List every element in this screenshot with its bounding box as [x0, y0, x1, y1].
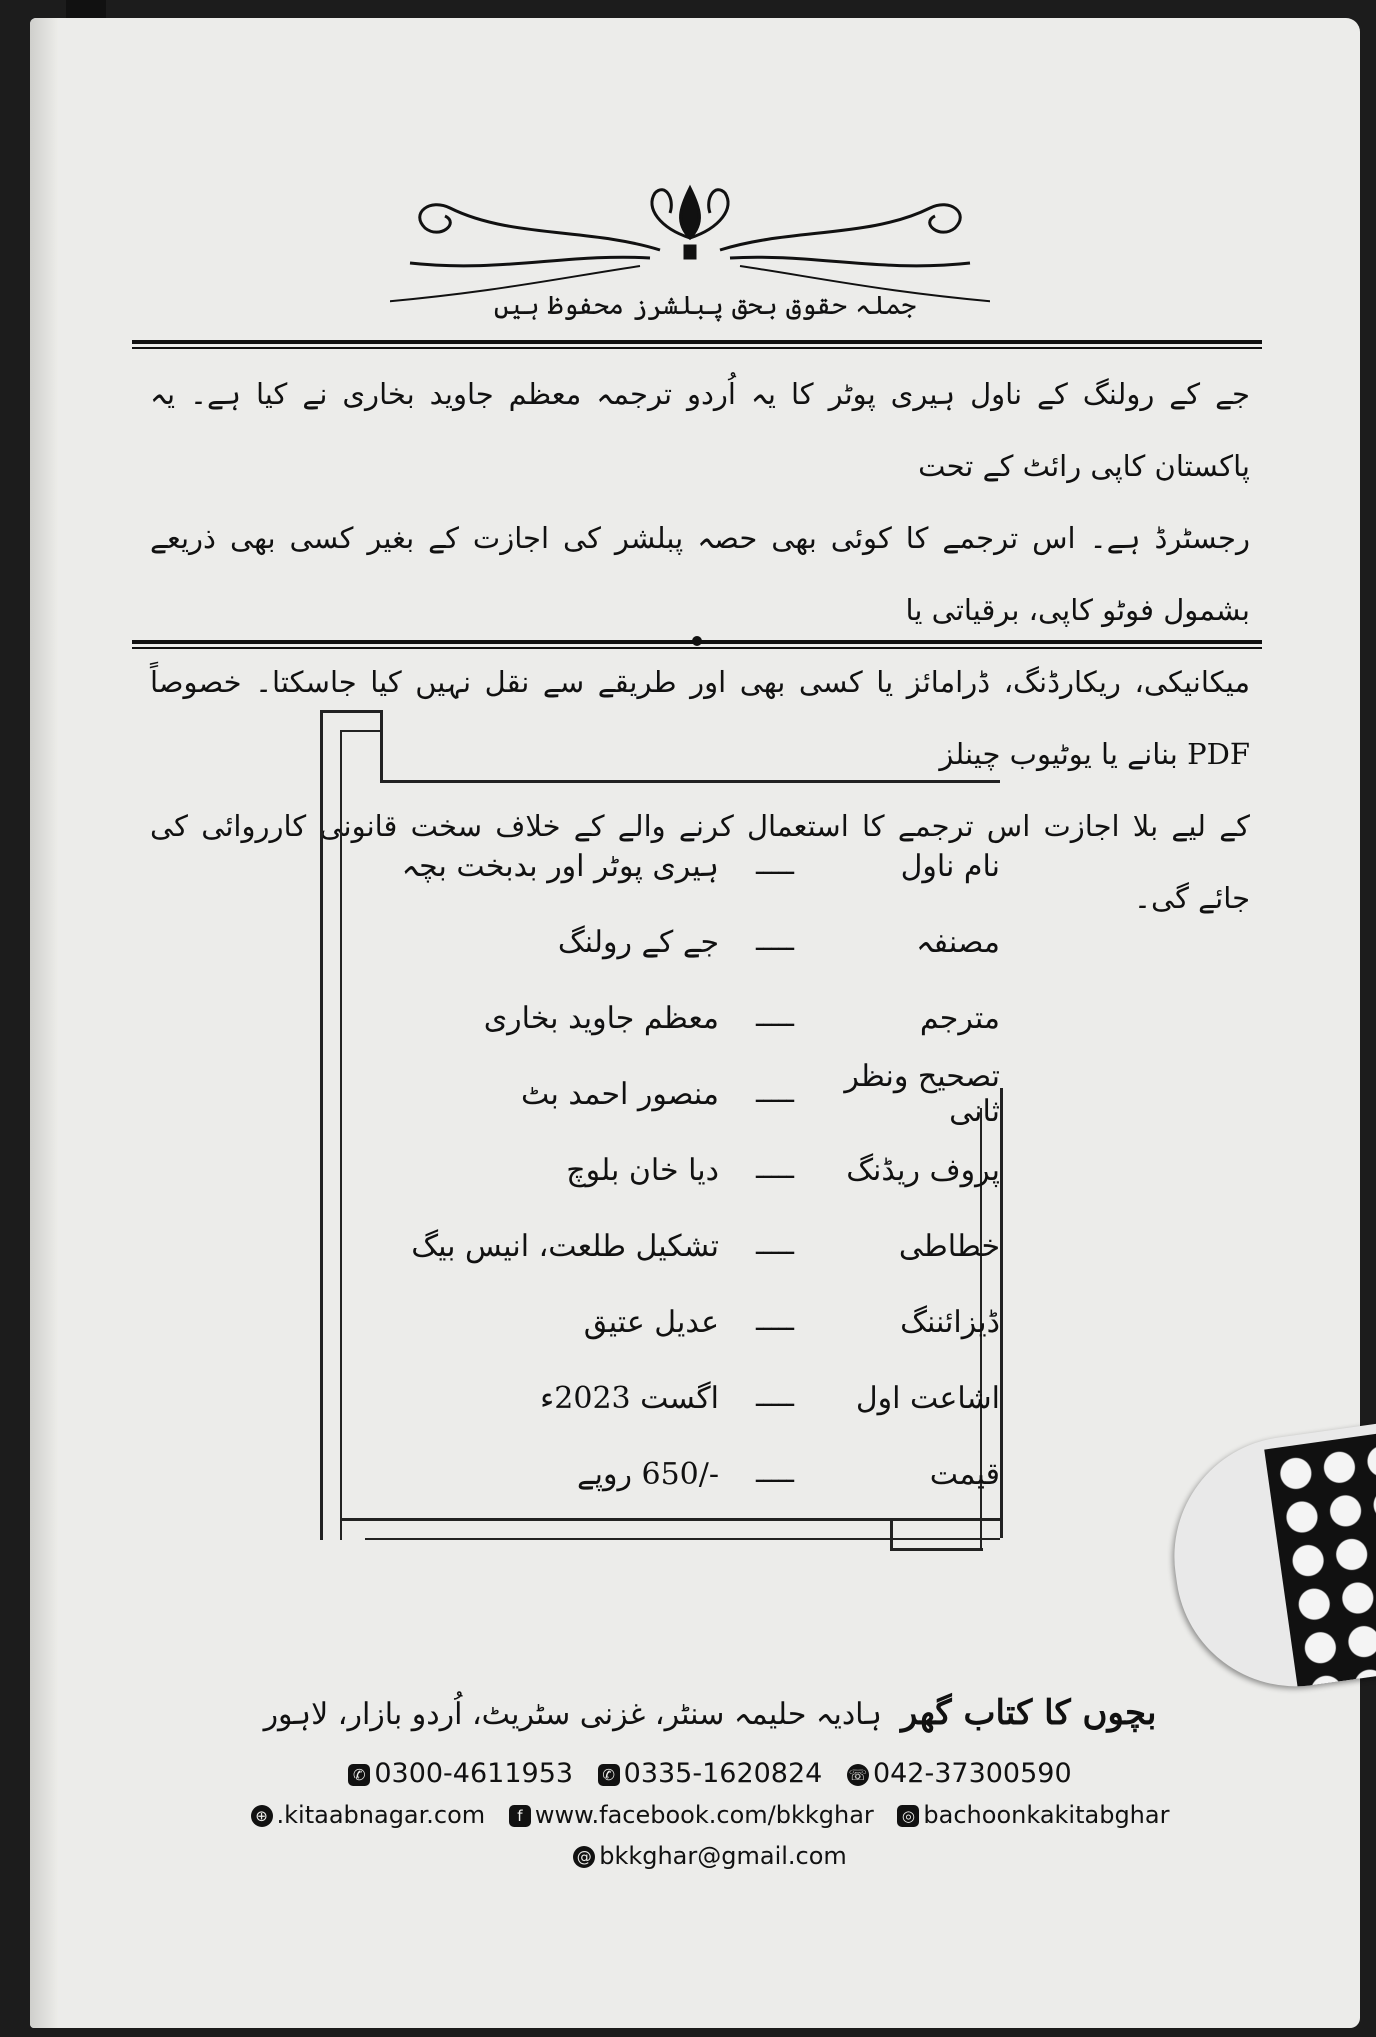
instagram-handle: bachoonkakitabghar	[923, 1801, 1170, 1829]
credit-label: خطاطی	[898, 1228, 1000, 1264]
credit-label: مصنفہ	[916, 924, 1000, 960]
globe-icon: ⊕	[251, 1805, 273, 1827]
credit-row	[380, 904, 1000, 980]
facebook-link: www.facebook.com/bkkghar	[534, 1801, 874, 1829]
credit-label: اشاعت اول	[855, 1380, 1000, 1416]
website-link: .kitaabnagar.com	[276, 1801, 486, 1829]
credit-label: نام ناول	[900, 848, 1000, 884]
frame-line	[380, 710, 386, 780]
email-icon: @	[573, 1846, 595, 1868]
credit-row	[380, 1208, 1000, 1284]
email-row	[130, 1842, 1290, 1870]
email-address: bkkghar@gmail.com	[599, 1842, 847, 1870]
credit-dash: ـــــ	[755, 1459, 795, 1489]
clip-polka-dots	[1264, 1427, 1376, 1687]
credit-value: اگست 2023ء	[540, 1380, 719, 1416]
frame-line	[1000, 1088, 1006, 1538]
credit-value: دیا خان بلوچ	[566, 1152, 719, 1188]
credit-dash: ـــــ	[755, 1307, 795, 1337]
notice-line: میکانیکی، ریکارڈنگ، ڈرامائز یا کسی بھی اور طریقے سے نقل نہیں کیا جاسکتا۔ خصوصاً PDF بنانے یا یوٹیوب چینلز	[150, 665, 1250, 771]
credit-dash: ـــــ	[755, 1003, 795, 1033]
credit-dash: ـــــ	[755, 1383, 795, 1413]
facebook-icon: f	[509, 1805, 531, 1827]
notice-line: کے لیے بلا اجازت اس ترجمے کا استعمال کرنے والے کے خلاف سخت قانونی کارروائی کی جائے گی۔	[150, 809, 1250, 915]
phone-number: 0300-4611953	[374, 1758, 574, 1789]
frame-line	[890, 1548, 983, 1553]
credit-label: مترجم	[919, 1000, 1000, 1036]
credit-row	[380, 1284, 1000, 1360]
publisher-address	[260, 1693, 1160, 1733]
bottom-rule	[132, 640, 1262, 650]
credit-label: تصحیح ونظر ثانی	[844, 1059, 1000, 1129]
frame-line	[320, 710, 326, 1540]
credit-dash: ـــــ	[755, 851, 795, 881]
phone-number: 042-37300590	[872, 1758, 1072, 1789]
page-curl	[30, 18, 58, 2028]
credit-row	[380, 980, 1000, 1056]
credit-dash: ـــــ	[755, 1155, 795, 1185]
copyright-heading: جملہ حقوق بحق پبلشرز محفوظ ہیں	[493, 291, 917, 321]
credit-row	[380, 828, 1000, 904]
frame-line	[380, 780, 1000, 786]
web-row	[130, 1801, 1290, 1829]
credit-dash: ـــــ	[755, 1079, 795, 1109]
frame-line	[890, 1518, 896, 1550]
page-edge-shadow	[66, 0, 106, 20]
fleur-de-lis-ornament-icon	[390, 168, 990, 308]
credit-value: معظم جاوید بخاری	[483, 1000, 719, 1036]
credit-label: پروف ریڈنگ	[846, 1152, 1000, 1188]
publisher-address-text: ہادیہ حلیمہ سنٹر، غزنی سٹریٹ، اُردو بازار، لاہور	[263, 1697, 882, 1732]
instagram-icon: ◎	[897, 1805, 919, 1827]
phone-row	[130, 1758, 1290, 1789]
credit-row	[380, 1360, 1000, 1436]
credit-dash: ـــــ	[755, 1231, 795, 1261]
landline-icon: ☏	[848, 1765, 868, 1784]
phone-icon: ✆	[598, 1764, 620, 1786]
credit-value: تشکیل طلعت، انیس بیگ	[411, 1228, 719, 1264]
frame-line	[340, 730, 380, 734]
credit-value: منصور احمد بٹ	[521, 1076, 719, 1112]
frame-line	[340, 1518, 1000, 1523]
book-page	[30, 18, 1360, 2028]
credit-label: ڈیزائننگ	[900, 1304, 1000, 1340]
credit-dash: ـــــ	[755, 927, 795, 957]
credit-value: -/650 روپے	[577, 1456, 719, 1492]
frame-line	[365, 1538, 1000, 1542]
phone-icon: ✆	[348, 1764, 370, 1786]
credit-value: عدیل عتیق	[583, 1304, 719, 1340]
credit-row	[380, 1436, 1000, 1512]
top-rule	[132, 340, 1262, 350]
credits-list	[380, 828, 1000, 1512]
credit-row	[380, 1132, 1000, 1208]
notice-line: رجسٹرڈ ہے۔ اس ترجمے کا کوئی بھی حصہ پبلشر کی اجازت کے بغیر کسی بھی ذریعے بشمول فوٹو کاپی، برقیاتی یا	[150, 521, 1250, 627]
notice-line: جے کے رولنگ کے ناول ہیری پوٹر کا یہ اُردو ترجمہ معظم جاوید بخاری نے کیا ہے۔ یہ پاکستان کاپی رائٹ کے تحت	[150, 377, 1250, 483]
phone-number: 0335-1620824	[623, 1758, 823, 1789]
credit-label: قیمت	[929, 1456, 1000, 1492]
credit-value: ہیری پوٹر اور بدبخت بچہ	[401, 848, 719, 884]
publisher-brand: بچوں کا کتاب گھر	[901, 1693, 1157, 1733]
frame-line	[320, 710, 380, 716]
credit-value: جے کے رولنگ	[557, 924, 719, 960]
frame-line	[340, 730, 345, 1540]
credit-row	[380, 1056, 1000, 1132]
